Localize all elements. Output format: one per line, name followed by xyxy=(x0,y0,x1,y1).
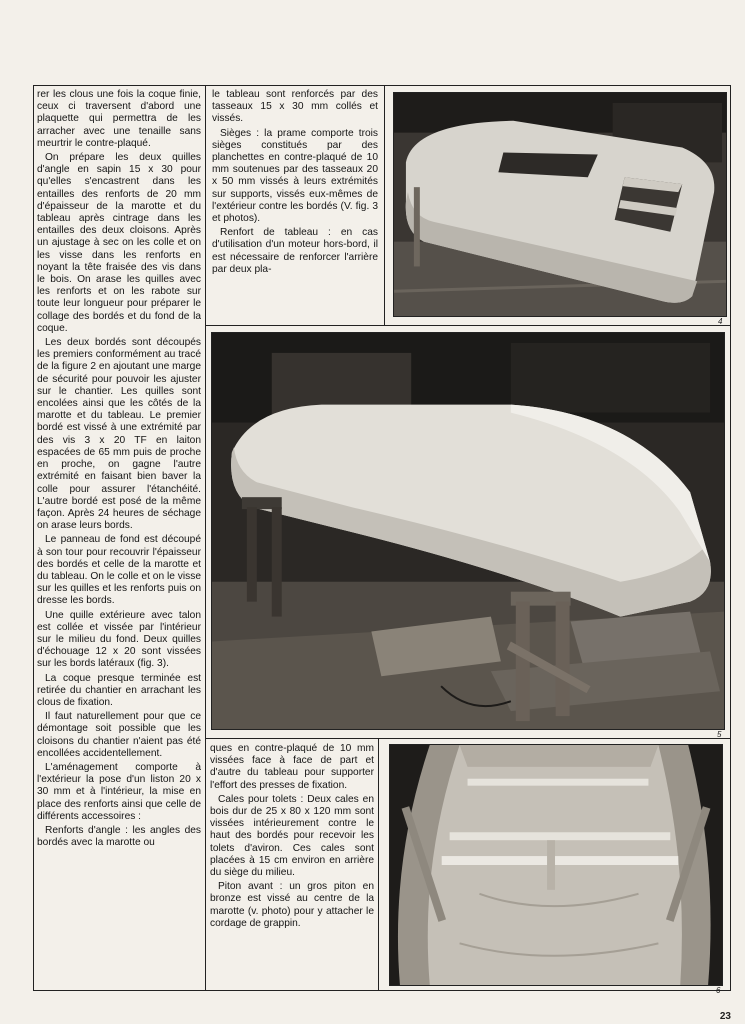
paragraph: Il faut naturellement pour que ce démontage soit possible que les cloisons du chantier n'aient pas été encollées accidentellement. xyxy=(37,711,201,759)
paragraph: Renfort de tableau : en cas d'utilisation d'un moteur hors-bord, il est nécessaire de renforcer l'arrière par deux pla- xyxy=(212,227,378,275)
paragraph: ques en contre-plaqué de 10 mm vissées face à face de part et d'autre du tableau pour supporter l'effort des presses de fixation. xyxy=(210,743,374,791)
photo-boat-hull-top xyxy=(393,92,727,317)
frame-top-rule xyxy=(33,85,731,86)
frame-bottom-rule xyxy=(33,990,731,991)
photo-boat-hull-upside-down xyxy=(211,332,725,730)
row-divider-1 xyxy=(205,325,731,326)
photo-boat-hull-top-image xyxy=(394,93,726,316)
paragraph: Une quille extérieure avec talon est collée et vissée par l'intérieur sur le milieu du fond. Deux quilles d'échouage 12 x 20 sont vissées sur les bords latéraux (fig. 3). xyxy=(37,609,201,670)
paragraph: le tableau sont renforcés par des tasseaux 15 x 30 mm collés et vissés. xyxy=(212,89,378,125)
figure-number-5: 5 xyxy=(717,730,722,739)
paragraph: La coque presque terminée est retirée du chantier en arrachant les clous de fixation. xyxy=(37,672,201,708)
column-divider-3 xyxy=(378,738,379,990)
text-column-2-top xyxy=(212,89,378,321)
column-divider-2 xyxy=(384,85,385,325)
paragraph: On prépare les deux quilles d'angle en sapin 15 x 30 pour qu'elles s'encastrent dans les entailles des renforts de 20 mm d'épaisseur de la marotte et du tableau après cintrage dans les entailles des deux cloisons. Après un ajustage à sec on les colle et on les visse dans les renforts en noyant la tête fraisée des vis dans le bois. On arase les quilles avec les renforts et on les rabote sur toute leur longueur pour préparer le collage des bordés et du fond de la coque. xyxy=(37,152,201,334)
photo-boat-hull-upside-down-image xyxy=(212,333,724,729)
paragraph: rer les clous une fois la coque finie, ceux ci traversent d'abord une plaquette qui permettra de les arracher avec une tenaille sans meurtrir le contre-plaqué. xyxy=(37,89,201,149)
figure-number-4: 4 xyxy=(718,317,723,326)
paragraph: Renforts d'angle : les angles des bordés avec la marotte ou xyxy=(37,824,201,849)
paragraph: Sièges : la prame comporte trois sièges constitués par des planchettes en contre-plaqué de 10 mm soutenues par des tasseaux 20 x 50 mm vissés à leurs extrémités sur supports, vissés eux-mêmes de l'extérieur contre les bordés (V. fig. 3 et photos). xyxy=(212,127,378,225)
frame-left-rule xyxy=(33,85,34,990)
frame-right-rule xyxy=(730,85,731,990)
row-divider-2 xyxy=(205,738,731,739)
page-number: 23 xyxy=(719,1011,731,1022)
figure-number-6: 6 xyxy=(716,986,721,995)
paragraph: L'aménagement comporte à l'extérieur la pose d'un liston 20 x 30 mm et à l'intérieur, la mise en place des renforts ainsi que celle de différents accessoires : xyxy=(37,761,201,822)
paragraph: Le panneau de fond est découpé à son tour pour recouvrir l'épaisseur des bordés et celle de la marotte et du tableau. On le colle et on le visse sur les quilles et les renforts puis on dresse les bords. xyxy=(37,534,201,607)
text-column-1 xyxy=(37,89,201,989)
column-divider-1 xyxy=(205,85,206,990)
paragraph: Les deux bordés sont découpés les premiers conformément au tracé de la figure 2 en ajoutant une marge de sécurité pour pouvoir les ajuster sur le chantier. Les quilles sont encolées ainsi que les côtés de la marotte et du tableau. Le premier bordé est vissé à une extrémité par des vis 3 x 20 TF en laiton espacées de 65 mm puis de proche en proche, on gagne l'autre extrémité en faisant bien baver la colle pour assurer l'étanchéité. L'autre bordé est posé de la même façon. Après 24 heures de séchage on arase leurs bords. xyxy=(37,337,201,532)
paragraph: Cales pour tolets : Deux cales en bois dur de 25 x 80 x 120 mm sont vissées intérieurement contre le haut des bordés pour recevoir les tolets d'aviron. Ces cales sont placées à 15 cm environ en arrière du siège du milieu. xyxy=(210,793,374,879)
text-column-2-bottom xyxy=(210,743,374,988)
photo-boat-interior-seats xyxy=(389,744,723,986)
paragraph: Piton avant : un gros piton en bronze est vissé au centre de la marotte (v. photo) pour y attacher le cordage de grappin. xyxy=(210,881,374,929)
photo-boat-interior-seats-image xyxy=(390,745,722,985)
